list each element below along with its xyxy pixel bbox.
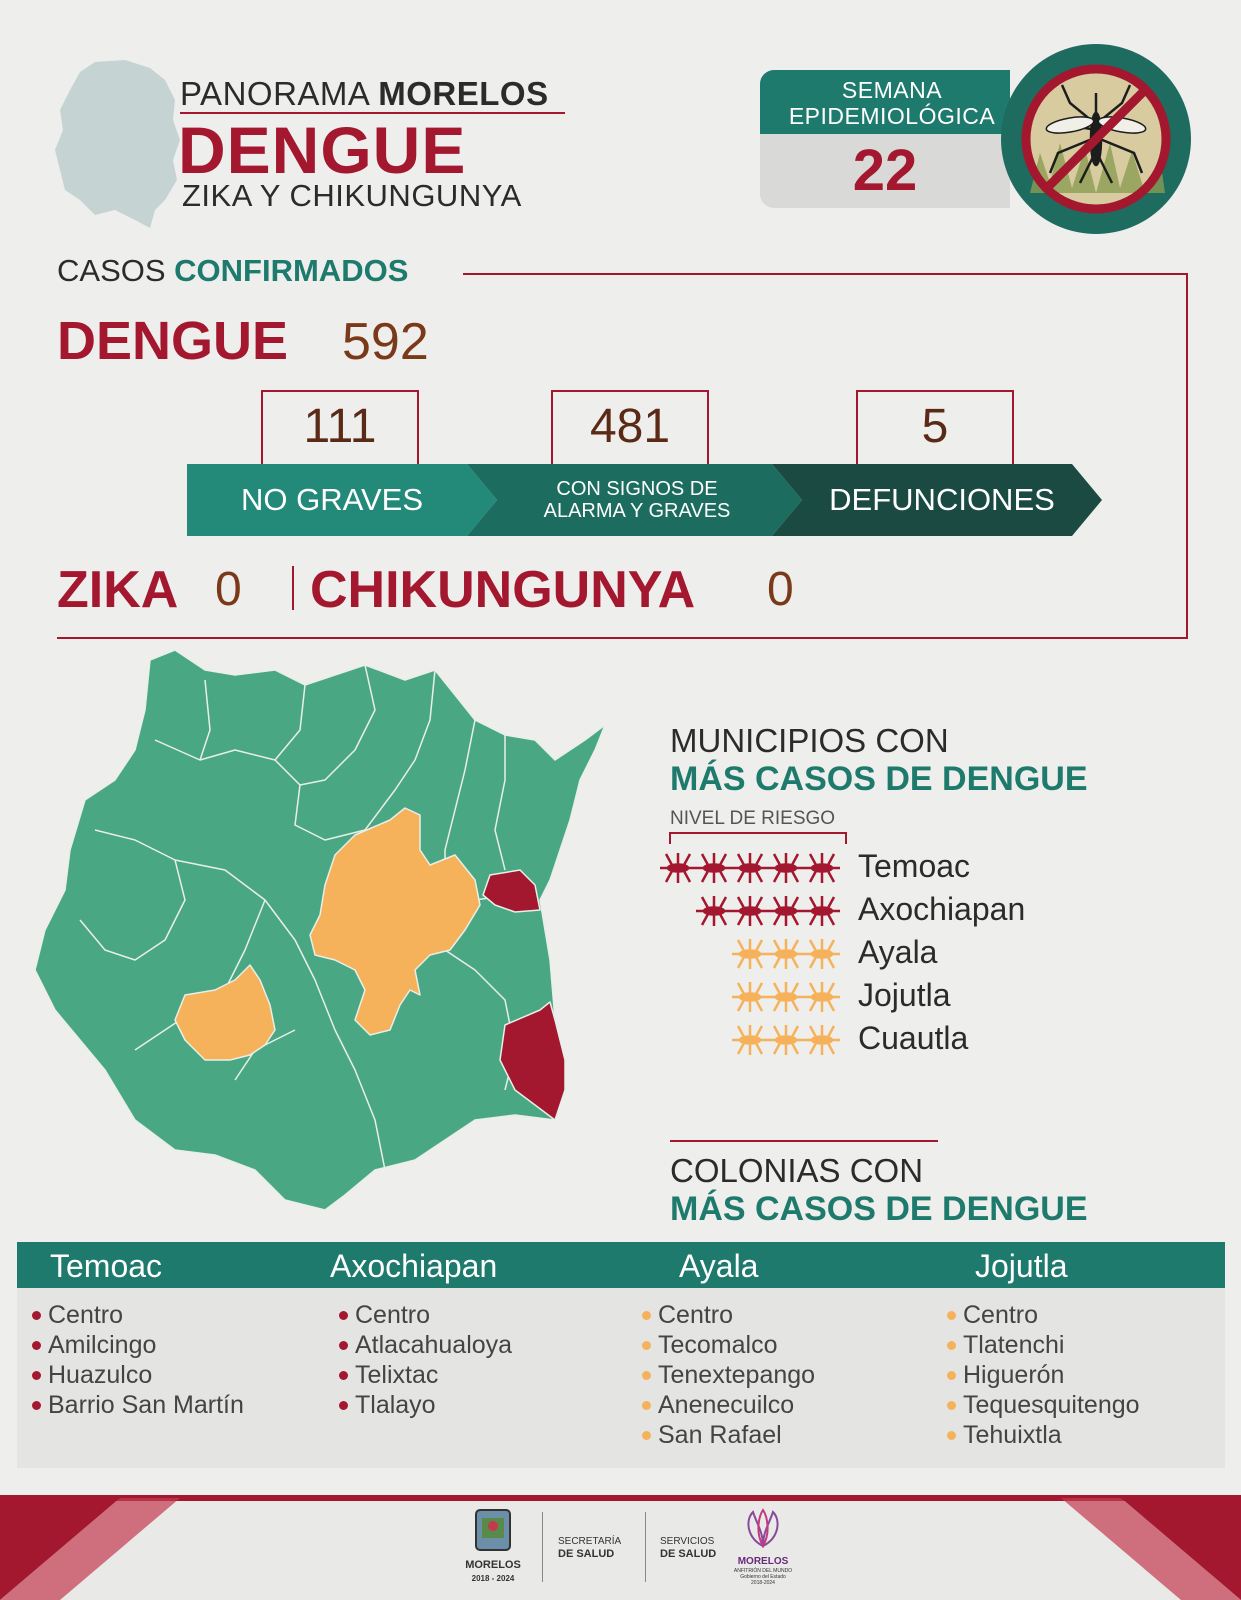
colonias-list-jojutla bbox=[947, 1300, 1140, 1450]
mosquito-icon bbox=[660, 853, 696, 883]
risk-level-icons bbox=[732, 936, 840, 972]
colonia-item: Tenextepango bbox=[642, 1360, 815, 1390]
colonias-table-body bbox=[17, 1288, 1225, 1468]
column-header-ayala: Ayala bbox=[679, 1248, 759, 1284]
footer-divider bbox=[542, 1512, 543, 1582]
graves-count: 481 bbox=[551, 390, 709, 465]
nivel-riesgo-bracket bbox=[669, 832, 847, 844]
secretaria-salud: SECRETARÍA DE SALUD bbox=[558, 1536, 622, 1560]
colonia-item: Centro bbox=[339, 1300, 512, 1330]
colonia-item: Centro bbox=[947, 1300, 1140, 1330]
colonia-item: Tecomalco bbox=[642, 1330, 815, 1360]
bullet-icon bbox=[947, 1431, 956, 1440]
zika-chik-divider bbox=[292, 566, 294, 610]
flower-icon bbox=[737, 1508, 789, 1550]
risk-level-icons bbox=[732, 1022, 840, 1058]
casos-title: CASOS CONFIRMADOS bbox=[57, 253, 409, 288]
mosquito-icon bbox=[732, 982, 768, 1012]
risk-level-icons bbox=[696, 893, 840, 929]
morelos-risk-map bbox=[35, 650, 625, 1225]
bullet-icon bbox=[339, 1341, 348, 1350]
bullet-icon bbox=[642, 1401, 651, 1410]
footer-decoration bbox=[0, 1498, 180, 1600]
dengue-label: DENGUE bbox=[57, 311, 289, 371]
morelos-gov-logo: MORELOS ANFITRIÓN DEL MUNDO Gobierno del Estado 2018-2024 bbox=[728, 1508, 798, 1586]
morelos-shield-logo: MORELOS 2018 - 2024 bbox=[458, 1508, 528, 1585]
colonia-item: San Rafael bbox=[642, 1420, 815, 1450]
column-header-temoac: Temoac bbox=[50, 1248, 163, 1284]
colonia-item: Telixtac bbox=[339, 1360, 512, 1390]
frame-line bbox=[1186, 273, 1188, 638]
nivel-riesgo-label: NIVEL DE RIESGO bbox=[670, 808, 836, 829]
mosquito-icon bbox=[732, 853, 768, 883]
colonia-item: Centro bbox=[32, 1300, 244, 1330]
municipios-title: MUNICIPIOS CON bbox=[670, 722, 949, 759]
column-header-axochiapan: Axochiapan bbox=[330, 1248, 498, 1284]
bullet-icon bbox=[32, 1311, 41, 1320]
no-graves-label: NO GRAVES bbox=[240, 482, 424, 517]
mosquito-icon bbox=[768, 982, 804, 1012]
mosquito-icon bbox=[732, 1025, 768, 1055]
bullet-icon bbox=[642, 1371, 651, 1380]
colonias-title: COLONIAS CON bbox=[670, 1152, 924, 1189]
bullet-icon bbox=[32, 1401, 41, 1410]
defunciones-count: 5 bbox=[856, 390, 1014, 465]
no-mosquito-icon bbox=[1000, 43, 1192, 235]
risk-municipio-name: Jojutla bbox=[858, 977, 951, 1013]
defunciones-label: DEFUNCIONES bbox=[829, 482, 1055, 517]
column-header-jojutla: Jojutla bbox=[975, 1248, 1068, 1284]
dengue-total: 592 bbox=[342, 313, 429, 371]
morelos-silhouette-icon bbox=[55, 60, 180, 230]
bullet-icon bbox=[947, 1341, 956, 1350]
bullet-icon bbox=[32, 1371, 41, 1380]
mosquito-icon bbox=[768, 853, 804, 883]
bullet-icon bbox=[947, 1311, 956, 1320]
shield-icon bbox=[474, 1508, 512, 1554]
bullet-icon bbox=[947, 1371, 956, 1380]
bullet-icon bbox=[32, 1341, 41, 1350]
colonias-table-header bbox=[17, 1242, 1225, 1288]
colonia-item: Higuerón bbox=[947, 1360, 1140, 1390]
bullet-icon bbox=[339, 1311, 348, 1320]
bullet-icon bbox=[642, 1431, 651, 1440]
risk-municipio-name: Ayala bbox=[858, 934, 938, 970]
colonia-item: Barrio San Martín bbox=[32, 1390, 244, 1420]
risk-row-ayala bbox=[660, 934, 1200, 974]
mosquito-icon bbox=[804, 896, 840, 926]
risk-level-icons bbox=[660, 850, 840, 886]
mosquito-icon bbox=[804, 853, 840, 883]
semana-label: SEMANA EPIDEMIOLÓGICA bbox=[760, 70, 1010, 134]
colonia-item: Amilcingo bbox=[32, 1330, 244, 1360]
mosquito-icon bbox=[732, 896, 768, 926]
bullet-icon bbox=[947, 1401, 956, 1410]
colonia-item: Centro bbox=[642, 1300, 815, 1330]
risk-row-jojutla bbox=[660, 977, 1200, 1017]
semana-value: 22 bbox=[760, 134, 1010, 208]
mosquito-icon bbox=[732, 939, 768, 969]
footer-band bbox=[0, 1495, 1241, 1501]
chikungunya-value: 0 bbox=[767, 563, 794, 616]
servicios-salud: SERVICIOS DE SALUD bbox=[660, 1536, 717, 1560]
mosquito-icon bbox=[768, 896, 804, 926]
mosquito-icon bbox=[696, 853, 732, 883]
colonias-list-axochiapan bbox=[339, 1300, 512, 1420]
footer-decoration bbox=[1061, 1498, 1241, 1600]
no-graves-count: 111 bbox=[261, 390, 419, 465]
mosquito-icon bbox=[768, 1025, 804, 1055]
footer-divider bbox=[645, 1512, 646, 1582]
frame-line bbox=[463, 273, 1188, 275]
header-subtitle: ZIKA Y CHIKUNGUNYA bbox=[182, 178, 522, 213]
colonia-item: Tlalayo bbox=[339, 1390, 512, 1420]
colonias-list-ayala bbox=[642, 1300, 815, 1450]
colonias-subtitle: MÁS CASOS DE DENGUE bbox=[670, 1190, 1088, 1228]
risk-municipio-name: Temoac bbox=[858, 848, 971, 884]
mosquito-icon bbox=[696, 896, 732, 926]
colonia-item: Anenecuilco bbox=[642, 1390, 815, 1420]
risk-row-temoac bbox=[660, 848, 1200, 888]
bullet-icon bbox=[339, 1401, 348, 1410]
zika-value: 0 bbox=[215, 563, 242, 616]
bullet-icon bbox=[642, 1341, 651, 1350]
risk-municipio-name: Cuautla bbox=[858, 1020, 969, 1056]
colonias-divider bbox=[670, 1140, 938, 1142]
chikungunya-label: CHIKUNGUNYA bbox=[310, 561, 696, 619]
risk-level-icons bbox=[732, 979, 840, 1015]
colonia-item: Atlacahualoya bbox=[339, 1330, 512, 1360]
graves-label: CON SIGNOS DE ALARMA Y GRAVES bbox=[543, 478, 731, 522]
colonia-item: Tequesquitengo bbox=[947, 1390, 1140, 1420]
risk-row-axochiapan bbox=[660, 891, 1200, 931]
mosquito-icon bbox=[804, 982, 840, 1012]
colonia-item: Huazulco bbox=[32, 1360, 244, 1390]
zika-label: ZIKA bbox=[57, 561, 179, 619]
colonia-item: Tehuixtla bbox=[947, 1420, 1140, 1450]
colonias-list-temoac bbox=[32, 1300, 244, 1420]
header-title: DENGUE bbox=[178, 113, 467, 187]
risk-row-cuautla bbox=[660, 1020, 1200, 1060]
bullet-icon bbox=[642, 1311, 651, 1320]
colonia-item: Tlatenchi bbox=[947, 1330, 1140, 1360]
cases-arrow-bar bbox=[187, 464, 1102, 536]
mosquito-icon bbox=[804, 1025, 840, 1055]
header-line1: PANORAMA MORELOS bbox=[180, 75, 549, 112]
mosquito-icon bbox=[768, 939, 804, 969]
risk-municipio-name: Axochiapan bbox=[858, 891, 1026, 927]
bullet-icon bbox=[339, 1371, 348, 1380]
municipios-subtitle: MÁS CASOS DE DENGUE bbox=[670, 760, 1088, 798]
mosquito-icon bbox=[804, 939, 840, 969]
frame-line bbox=[57, 637, 1188, 639]
